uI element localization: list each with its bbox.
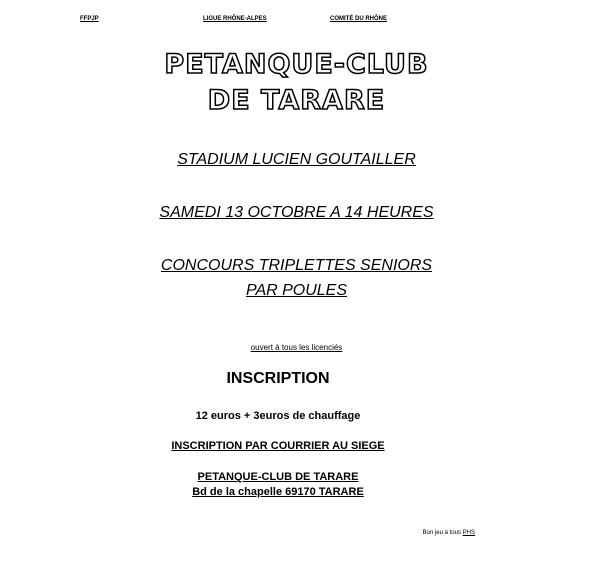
federation-header: FFPJP [80, 16, 99, 22]
inscription-heading: INSCRIPTION [226, 370, 330, 387]
league-header: LIGUE RHÔNE-ALPES [203, 16, 267, 22]
open-to-text: ouvert à tous les licenciés [250, 343, 343, 352]
venue-text: STADIUM LUCIEN GOUTAILLER [177, 151, 416, 168]
competition-line2: PAR POULES [245, 282, 348, 299]
address-line1: PETANQUE-CLUB DE TARARE [197, 471, 359, 483]
competition-line1: CONCOURS TRIPLETTES SENIORS [160, 257, 433, 274]
club-title-line2: DE TARARE [207, 85, 386, 116]
address-line2: Bd de la chapelle 69170 TARARE [192, 486, 364, 498]
date-text: SAMEDI 13 OCTOBRE A 14 HEURES [159, 204, 434, 221]
committee-header: COMITÉ DU RHÔNE [330, 16, 387, 22]
footer-text: Bon jeu à tous [422, 530, 461, 536]
club-title-line1: PETANQUE-CLUB [164, 49, 429, 80]
fee-text: 12 euros + 3euros de chauffage [195, 410, 361, 422]
footer-mark: PHS [462, 530, 475, 536]
registration-text: INSCRIPTION PAR COURRIER AU SIEGE [171, 440, 385, 452]
footer-note [423, 530, 475, 536]
